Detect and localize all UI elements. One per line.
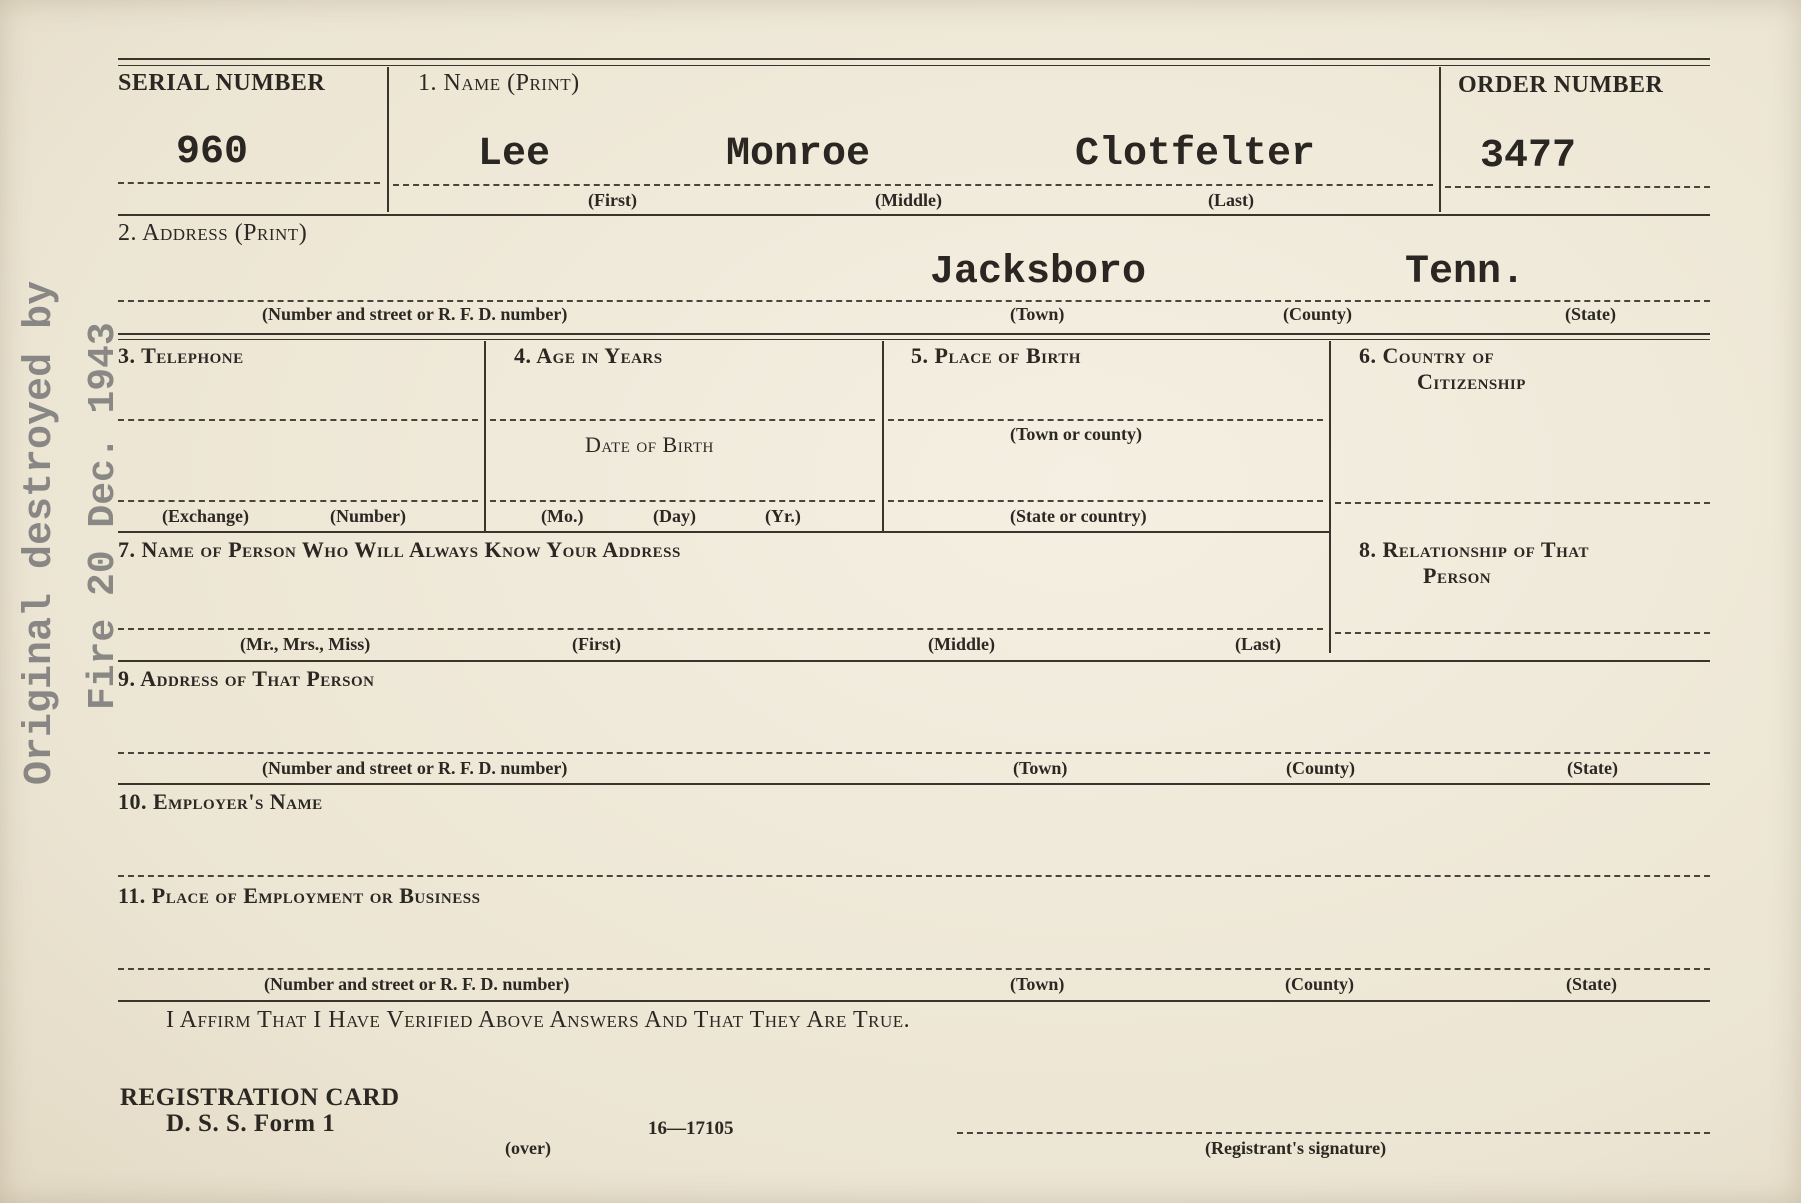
telephone-number-caption: (Number) [330,506,406,526]
contact-address-town-caption: (Town) [1013,758,1068,778]
serial-divider [387,67,389,212]
order-divider [1439,67,1441,212]
citizenship-label-line2: Citizenship [1417,369,1526,394]
contact-address-dotted [118,752,1710,754]
print-code: 16—17105 [648,1118,734,1139]
dob-dotted [490,500,875,502]
contact-last-caption: (Last) [1235,634,1281,654]
telephone-divider [484,341,486,531]
contact-title-caption: (Mr., Mrs., Miss) [240,634,371,654]
contact-dotted [118,628,1323,630]
birthplace-lower-dotted [888,500,1323,502]
contact-first-caption: (First) [572,634,621,654]
birthplace-label: 5. Place of Birth [911,343,1081,368]
address-state-value: Tenn. [1405,250,1526,295]
contact-address-label: 9. Address of That Person [118,666,375,691]
relationship-dotted [1335,632,1710,634]
name-middle: Monroe [726,132,871,177]
destroyed-stamp-line2: Fire 20 Dec. 1943 [82,322,125,710]
age-divider [882,341,884,531]
address-street-caption: (Number and street or R. F. D. number) [262,304,568,324]
citizenship-dotted [1335,502,1710,504]
employment-state-caption: (State) [1566,974,1617,994]
serial-number-label: SERIAL NUMBER [118,70,326,96]
contact-address-street-caption: (Number and street or R. F. D. number) [262,758,568,778]
age-label: 4. Age in Years [514,343,663,368]
row3-bottom-rule [118,531,1329,533]
relationship-label-line1: 8. Relationship of That [1359,537,1589,562]
address-state-caption: (State) [1565,304,1616,324]
birthplace-upper-dotted [888,419,1323,421]
name-last-caption: (Last) [1208,190,1254,210]
age-dotted [490,419,875,421]
employment-county-caption: (County) [1285,974,1355,994]
row1-bottom-rule [118,214,1710,216]
telephone-lower-dotted [118,500,478,502]
address-dotted-line [118,300,1710,302]
telephone-upper-dotted [118,419,478,421]
employment-street-caption: (Number and street or R. F. D. number) [264,974,570,994]
name-first: Lee [478,132,551,177]
birthplace-divider [1329,341,1331,653]
address-county-caption: (County) [1283,304,1353,324]
signature-line [957,1132,1710,1134]
row2-bottom-rule [118,333,1710,335]
employer-label: 10. Employer's Name [118,789,323,814]
row4-bottom-rule [118,660,1710,662]
row7-bottom-rule [118,1000,1710,1002]
relationship-label-line2: Person [1423,563,1492,588]
top-rule [118,58,1710,60]
dob-year-caption: (Yr.) [765,506,801,526]
signature-caption: (Registrant's signature) [1205,1138,1387,1158]
telephone-exchange-caption: (Exchange) [162,506,249,526]
address-label: 2. Address (Print) [118,220,308,246]
name-middle-caption: (Middle) [875,190,942,210]
order-dotted-line [1445,186,1710,188]
registration-card-title: REGISTRATION CARD [120,1084,400,1111]
birthplace-state-caption: (State or country) [1010,506,1147,526]
contact-name-label: 7. Name of Person Who Will Always Know Your Address [118,537,681,562]
form-number: D. S. S. Form 1 [166,1110,336,1137]
birthplace-town-caption: (Town or county) [1010,424,1143,444]
employment-town-caption: (Town) [1010,974,1065,994]
address-town-caption: (Town) [1010,304,1065,324]
employment-place-dotted [118,968,1710,970]
address-town-value: Jacksboro [930,250,1147,295]
row5-bottom-rule [118,783,1710,785]
dob-day-caption: (Day) [653,506,696,526]
telephone-label: 3. Telephone [118,343,244,368]
employment-place-label: 11. Place of Employment or Business [118,883,481,908]
serial-number-value: 960 [176,130,249,175]
citizenship-label-line1: 6. Country of [1359,343,1495,368]
name-dotted-line [393,184,1433,186]
name-last: Clotfelter [1075,132,1316,177]
order-number-value: 3477 [1480,134,1577,179]
destroyed-stamp-line1: Original destroyed by [18,280,63,785]
contact-middle-caption: (Middle) [928,634,995,654]
over-note: (over) [505,1138,551,1158]
serial-dotted-line [118,182,380,184]
name-label: 1. Name (Print) [418,70,580,96]
affirmation-text: I Affirm That I Have Verified Above Answers And That They Are True. [166,1007,911,1033]
row2-bottom-rule-2 [118,339,1710,340]
top-rule-2 [118,65,1710,66]
name-first-caption: (First) [588,190,637,210]
contact-address-state-caption: (State) [1567,758,1618,778]
contact-address-county-caption: (County) [1286,758,1356,778]
order-number-label: ORDER NUMBER [1458,72,1664,98]
dob-month-caption: (Mo.) [541,506,584,526]
employer-dotted [118,875,1710,877]
date-of-birth-label: Date of Birth [585,432,714,457]
